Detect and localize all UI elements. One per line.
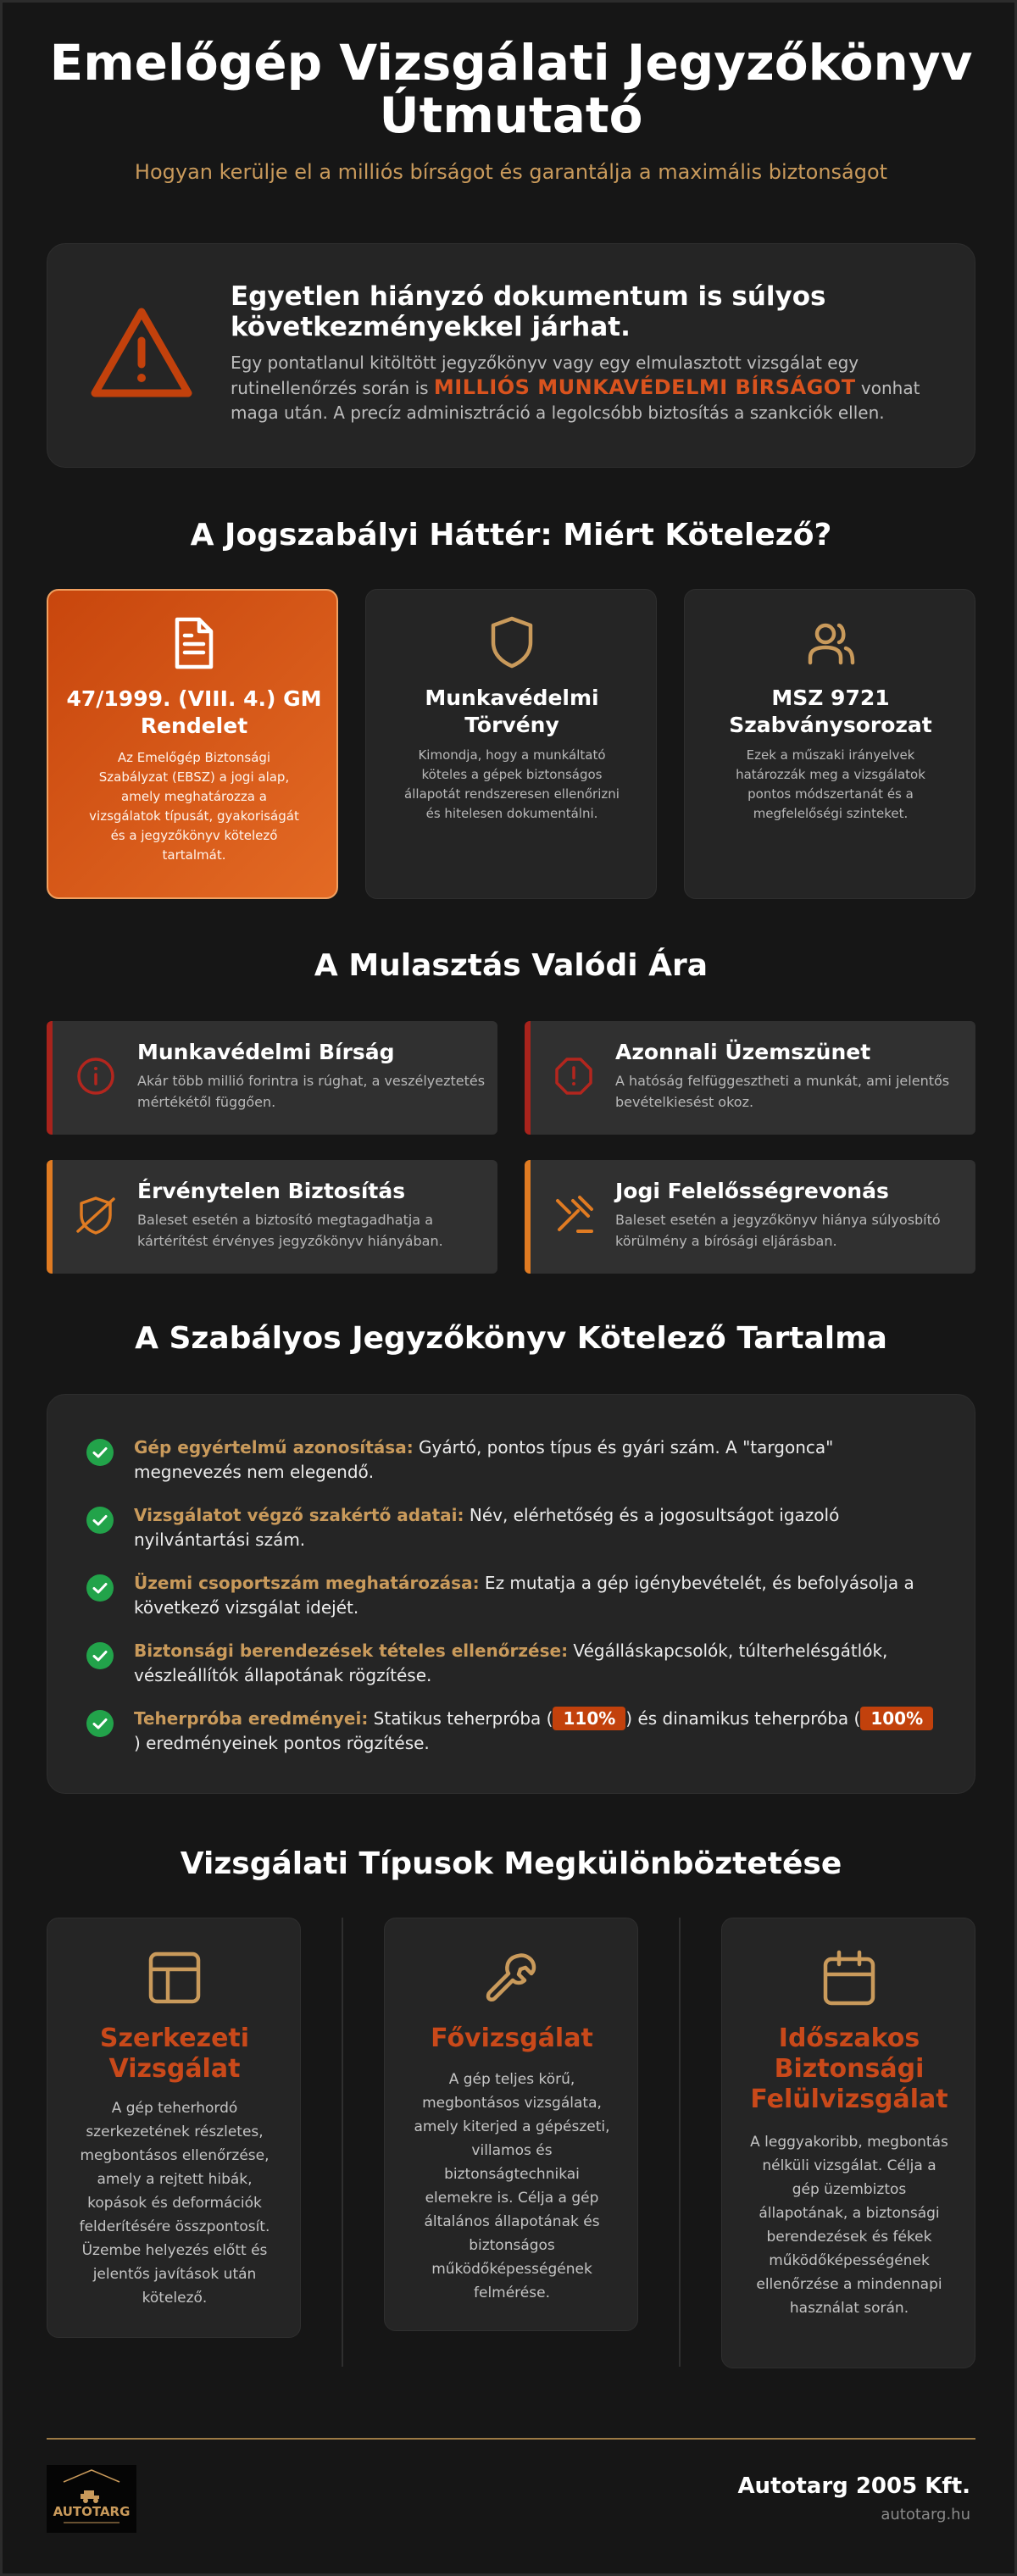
warning-card bbox=[47, 243, 975, 468]
list-item-label: Vizsgálatot végző szakértő adatai: bbox=[134, 1505, 464, 1525]
divider bbox=[679, 1918, 681, 2367]
list-item-label: Üzemi csoportszám meghatározása: bbox=[134, 1573, 480, 1593]
page-title-line-2: Útmutató bbox=[379, 86, 643, 144]
info-circle-icon bbox=[75, 1055, 117, 1097]
legal-card-text: Ezek a műszaki irányelvek határozzák meg a vizsgálatok pontos módszertanát és a megfelelőségi szinteket. bbox=[736, 747, 925, 821]
wrench-icon bbox=[485, 1949, 539, 2007]
shield-off-icon bbox=[75, 1194, 117, 1236]
list-item-text bbox=[134, 1503, 939, 1552]
list-item-description: ) és dinamikus teherpróba ( bbox=[625, 1708, 861, 1729]
warning-title: Egyetlen hiányzó dokumentum is súlyos következményekkel járhat. bbox=[231, 281, 826, 342]
list-item-description: Név, elérhetőség és a jogosultságot igazoló nyilvántartási szám. bbox=[134, 1505, 840, 1550]
check-circle-icon bbox=[86, 1574, 114, 1602]
legal-card-title: Munkavédelmi Törvény bbox=[425, 686, 599, 737]
layout-icon bbox=[147, 1949, 202, 2007]
logo-graphic bbox=[47, 2465, 136, 2533]
cost-card-title: Jogi Felelősségrevonás bbox=[615, 1179, 889, 1203]
legal-card-munkavedelmi-torveny[interactable] bbox=[365, 589, 657, 899]
warning-text-after: vonhat maga után. A precíz adminisztráció a legolcsóbb biztosítás a szankciók ellen. bbox=[231, 378, 920, 423]
cost-card-text: Akár több millió forintra is rúghat, a veszélyeztetés mértékétől függően. bbox=[137, 1073, 486, 1110]
stop-octagon-icon bbox=[553, 1055, 595, 1097]
content-section-title: A Szabályos Jegyzőkönyv Kötelező Tartalma bbox=[135, 1321, 887, 1356]
warning-highlight: MILLIÓS MUNKAVÉDELMI BÍRSÁGOT bbox=[433, 375, 856, 399]
legal-card-gm-rendelet[interactable] bbox=[47, 589, 338, 899]
type-card-text: A leggyakoribb, megbontás nélküli vizsgálat. Célja a gép üzembiztos állapotának, a biztonsági berendezések és fékek működőképességének ellenőrzése a mindennapi használat során. bbox=[750, 2134, 948, 2317]
type-card-text: A gép teherhordó szerkezetének részletes, megbontásos ellenőrzése, amely a rejtett hibák, kopások és deformációk felderítésére összpontosít. Üzembe helyezés előtt és jelentős javítások után kötelező. bbox=[79, 2100, 270, 2307]
gavel-icon bbox=[553, 1194, 595, 1236]
legal-card-title: MSZ 9721 Szabványsorozat bbox=[729, 686, 932, 737]
company-logo bbox=[47, 2465, 136, 2533]
shield-icon bbox=[486, 615, 537, 669]
cost-card-felelossegrevonas bbox=[525, 1160, 975, 1274]
list-item-description: Ez mutatja a gép igénybevételét, és befolyásolja a következő vizsgálat idejét. bbox=[134, 1573, 914, 1618]
document-icon bbox=[169, 616, 220, 670]
list-item-label: Biztonsági berendezések tételes ellenőrzése: bbox=[134, 1641, 569, 1661]
page-title-line-1: Emelőgép Vizsgálati Jegyzőkönyv bbox=[49, 34, 973, 92]
divider bbox=[342, 1918, 343, 2367]
cost-card-title: Munkavédelmi Bírság bbox=[137, 1040, 395, 1064]
percentage-badge: 100% bbox=[860, 1707, 933, 1730]
legal-card-title: 47/1999. (VIII. 4.) GM Rendelet bbox=[66, 686, 322, 738]
list-item-description: Gyártó, pontos típus és gyári szám. A "targonca" megnevezés nem elegendő. bbox=[134, 1437, 834, 1482]
list-item-text bbox=[134, 1707, 939, 1756]
warning-triangle-icon bbox=[88, 305, 195, 402]
list-item-description: ) eredményeinek pontos rögzítése. bbox=[134, 1733, 430, 1753]
percentage-badge: 110% bbox=[553, 1707, 625, 1730]
users-icon bbox=[805, 615, 856, 669]
cost-card-biztositas bbox=[47, 1160, 497, 1274]
company-name: Autotarg 2005 Kft. bbox=[737, 2473, 970, 2499]
type-card-title: Szerkezeti Vizsgálat bbox=[99, 2024, 250, 2084]
cost-card-text: Baleset esetén a biztosító megtagadhatja a kártérítést érvényes jegyzőkönyv hiányában. bbox=[137, 1212, 443, 1249]
cost-card-text: A hatóság felfüggesztheti a munkát, ami jelentős bevételkiesést okoz. bbox=[615, 1073, 950, 1110]
footer-divider bbox=[47, 2438, 975, 2440]
cost-card-title: Érvénytelen Biztosítás bbox=[137, 1179, 406, 1203]
type-card-title: Időszakos Biztonsági Felülvizsgálat bbox=[750, 2024, 948, 2114]
cost-card-birsag bbox=[47, 1021, 497, 1135]
check-circle-icon bbox=[86, 1642, 114, 1669]
list-item-text bbox=[134, 1435, 939, 1485]
cost-card-uzemszunet bbox=[525, 1021, 975, 1135]
page-title bbox=[3, 36, 1017, 142]
legal-card-text: Kimondja, hogy a munkáltató köteles a gépek biztonságos állapotát rendszeresen ellenőrizni és hitelesen dokumentálni. bbox=[404, 747, 620, 821]
warning-text-before: Egy pontatlanul kitöltött jegyzőkönyv vagy egy elmulasztott vizsgálat egy rutinellenőrzés során is bbox=[231, 353, 859, 398]
type-card-text: A gép teljes körű, megbontásos vizsgálata, amely kiterjed a gépészeti, villamos és biztonságtechnikai elemekre is. Célja a gép általános állapotának és biztonságos működőképességének felmérése. bbox=[414, 2071, 610, 2301]
cost-card-title: Azonnali Üzemszünet bbox=[615, 1040, 871, 1064]
list-item-description: Statikus teherpróba ( bbox=[368, 1708, 553, 1729]
check-circle-icon bbox=[86, 1710, 114, 1737]
list-item-description: Végálláskapcsolók, túlterhelésgátlók, vészleállítók állapotának rögzítése. bbox=[134, 1641, 888, 1685]
company-website-link[interactable]: autotarg.hu bbox=[881, 2506, 970, 2523]
costs-section-title: A Mulasztás Valódi Ára bbox=[314, 948, 709, 983]
content-card bbox=[47, 1394, 975, 1794]
type-card-szerkezeti[interactable] bbox=[47, 1918, 301, 2338]
type-card-title: Fővizsgálat bbox=[431, 2024, 593, 2053]
page-subtitle: Hogyan kerülje el a milliós bírságot és garantálja a maximális biztonságot bbox=[134, 160, 888, 184]
list-item-text bbox=[134, 1571, 939, 1620]
types-section-title: Vizsgálati Típusok Megkülönböztetése bbox=[180, 1846, 842, 1881]
legal-card-msz-9721[interactable] bbox=[684, 589, 975, 899]
list-item-text bbox=[134, 1639, 939, 1688]
check-circle-icon bbox=[86, 1507, 114, 1534]
legal-card-text: Az Emelőgép Biztonsági Szabályzat (EBSZ) a jogi alap, amely meghatározza a vizsgálatok típusát, gyakoriságát és a jegyzőkönyv kötelező tartalmát. bbox=[89, 750, 299, 863]
cost-card-text: Baleset esetén a jegyzőkönyv hiánya súlyosbító körülmény a bírósági eljárásban. bbox=[615, 1212, 941, 1249]
check-circle-icon bbox=[86, 1439, 114, 1466]
legal-section-title: A Jogszabályi Háttér: Miért Kötelező? bbox=[190, 518, 832, 552]
type-card-idoszakos[interactable] bbox=[721, 1918, 975, 2368]
logo-text: AUTOTARG bbox=[53, 2504, 131, 2519]
list-item-label: Teherpróba eredményei: bbox=[134, 1708, 369, 1729]
type-card-fovizsgalat[interactable] bbox=[384, 1918, 638, 2331]
calendar-icon bbox=[822, 1949, 876, 2007]
warning-text bbox=[231, 351, 934, 425]
list-item-label: Gép egyértelmű azonosítása: bbox=[134, 1437, 414, 1457]
